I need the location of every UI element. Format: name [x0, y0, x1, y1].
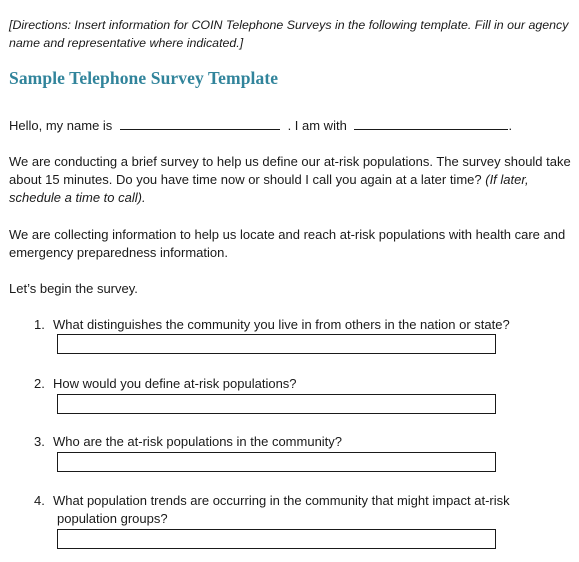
intro-text: We are conducting a brief survey to help us define our at-risk populations. The survey should take about 15 minutes. Do you have time now or should I call you again at a later time? [9, 154, 571, 187]
agency-name-blank[interactable] [354, 117, 508, 130]
representative-name-blank[interactable] [120, 117, 280, 130]
question-text: What distinguishes the community you live in from others in the nation or state? [53, 317, 510, 332]
question-3 [34, 433, 554, 451]
question-text-continuation: population groups? [57, 511, 168, 526]
question-text: How would you define at-risk populations? [53, 376, 297, 391]
purpose-paragraph: We are collecting information to help us locate and reach at-risk populations with health care and emergency preparedness information. [9, 227, 566, 260]
begin-paragraph: Let’s begin the survey. [9, 281, 138, 296]
question-text: Who are the at-risk populations in the community? [53, 434, 343, 449]
greeting-text-end: . [508, 118, 513, 133]
question-number: 4. [34, 493, 45, 508]
answer-box-4[interactable] [57, 529, 496, 549]
question-2 [34, 375, 554, 393]
greeting-text-agency: . I am with [287, 118, 347, 133]
question-number: 3. [34, 434, 45, 449]
greeting-line [9, 117, 512, 135]
document-title: Sample Telephone Survey Template [9, 68, 279, 88]
question-text: What population trends are occurring in the community that might impact at-risk [53, 493, 510, 508]
question-1 [34, 316, 554, 334]
question-number: 1. [34, 317, 45, 332]
intro-aside: (If later, schedule a time to call). [9, 172, 529, 205]
answer-box-1[interactable] [57, 334, 496, 354]
question-number: 2. [34, 376, 45, 391]
directions-note: [Directions: Insert information for COIN Telephone Surveys in the following template. Fill in our agency name and representative where indicated.] [9, 18, 569, 50]
question-4 [34, 492, 554, 528]
answer-box-3[interactable] [57, 452, 496, 472]
answer-box-2[interactable] [57, 394, 496, 414]
intro-paragraph [9, 153, 571, 207]
greeting-text-name: Hello, my name is [9, 118, 113, 133]
